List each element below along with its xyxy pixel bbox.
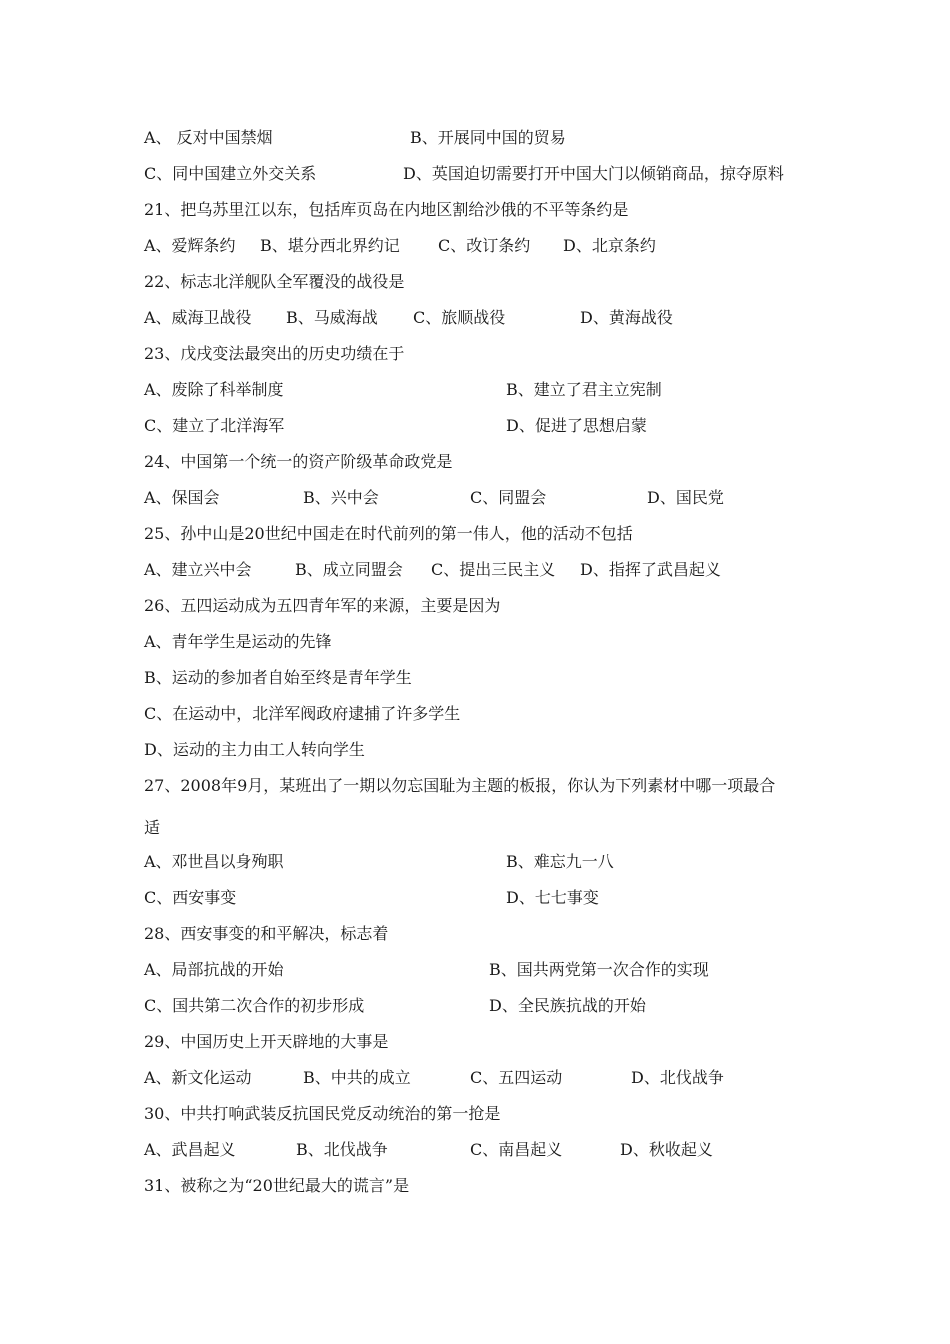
answer-option: A、新文化运动 — [144, 1068, 252, 1087]
question-text: 31、被称之为“20世纪最大的谎言”是 — [144, 1176, 410, 1195]
answer-option: C、南昌起义 — [470, 1140, 563, 1159]
answer-option: D、北京条约 — [563, 236, 656, 255]
answer-option: B、建立了君主立宪制 — [506, 380, 662, 399]
answer-option: A、威海卫战役 — [144, 308, 252, 327]
question-text: 21、把乌苏里江以东，包括库页岛在内地区割给沙俄的不平等条约是 — [144, 200, 629, 219]
answer-option: A、爱辉条约 — [144, 236, 236, 255]
answer-option: A、保国会 — [144, 488, 220, 507]
question-text: C、在运动中，北洋军阀政府逮捕了许多学生 — [144, 704, 461, 723]
question-text: 25、孙中山是20世纪中国走在时代前列的第一伟人，他的活动不包括 — [144, 524, 633, 543]
answer-option: B、开展同中国的贸易 — [410, 128, 566, 147]
question-text: 22、标志北洋舰队全军覆没的战役是 — [144, 272, 405, 291]
answer-option: A、建立兴中会 — [144, 560, 252, 579]
answer-option: D、黄海战役 — [580, 308, 673, 327]
question-text: 28、西安事变的和平解决，标志着 — [144, 924, 389, 943]
answer-option: C、旅顺战役 — [413, 308, 506, 327]
question-text: 29、中国历史上开天辟地的大事是 — [144, 1032, 389, 1051]
answer-option: D、国民党 — [647, 488, 724, 507]
answer-option: A、武昌起义 — [144, 1140, 236, 1159]
answer-option: C、国共第二次合作的初步形成 — [144, 996, 365, 1015]
answer-option: C、西安事变 — [144, 888, 237, 907]
question-text: B、运动的参加者自始至终是青年学生 — [144, 668, 412, 687]
answer-option: D、全民族抗战的开始 — [489, 996, 646, 1015]
answer-option: D、秋收起义 — [620, 1140, 713, 1159]
answer-option: C、同盟会 — [470, 488, 547, 507]
answer-option: A、邓世昌以身殉职 — [144, 852, 284, 871]
question-text: 27、2008年9月，某班出了一期以勿忘国耻为主题的板报，你认为下列素材中哪一项最合 — [144, 776, 776, 795]
answer-option: B、北伐战争 — [296, 1140, 388, 1159]
answer-option: C、提出三民主义 — [431, 560, 556, 579]
question-text: A、青年学生是运动的先锋 — [144, 632, 332, 651]
answer-option: C、改订条约 — [438, 236, 531, 255]
answer-option: B、兴中会 — [303, 488, 379, 507]
answer-option: B、中共的成立 — [303, 1068, 411, 1087]
answer-option: D、七七事变 — [506, 888, 599, 907]
question-text: 24、中国第一个统一的资产阶级革命政党是 — [144, 452, 453, 471]
question-text: 30、中共打响武装反抗国民党反动统治的第一抢是 — [144, 1104, 501, 1123]
question-text: 23、戊戌变法最突出的历史功绩在于 — [144, 344, 405, 363]
question-text: D、运动的主力由工人转向学生 — [144, 740, 365, 759]
answer-option: D、指挥了武昌起义 — [580, 560, 721, 579]
answer-option: A、废除了科举制度 — [144, 380, 284, 399]
answer-option: A、 反对中国禁烟 — [144, 128, 273, 147]
answer-option: D、促进了思想启蒙 — [506, 416, 647, 435]
answer-option: D、英国迫切需要打开中国大门以倾销商品，掠夺原料 — [403, 164, 784, 183]
question-text: 适 — [144, 818, 161, 837]
answer-option: C、同中国建立外交关系 — [144, 164, 317, 183]
answer-option: C、五四运动 — [470, 1068, 563, 1087]
answer-option: B、成立同盟会 — [295, 560, 403, 579]
answer-option: D、北伐战争 — [631, 1068, 724, 1087]
answer-option: B、马威海战 — [286, 308, 378, 327]
answer-option: C、建立了北洋海军 — [144, 416, 285, 435]
answer-option: B、国共两党第一次合作的实现 — [489, 960, 709, 979]
question-text: 26、五四运动成为五四青年军的来源，主要是因为 — [144, 596, 501, 615]
answer-option: A、局部抗战的开始 — [144, 960, 284, 979]
answer-option: B、堪分西北界约记 — [260, 236, 400, 255]
answer-option: B、难忘九一八 — [506, 852, 614, 871]
